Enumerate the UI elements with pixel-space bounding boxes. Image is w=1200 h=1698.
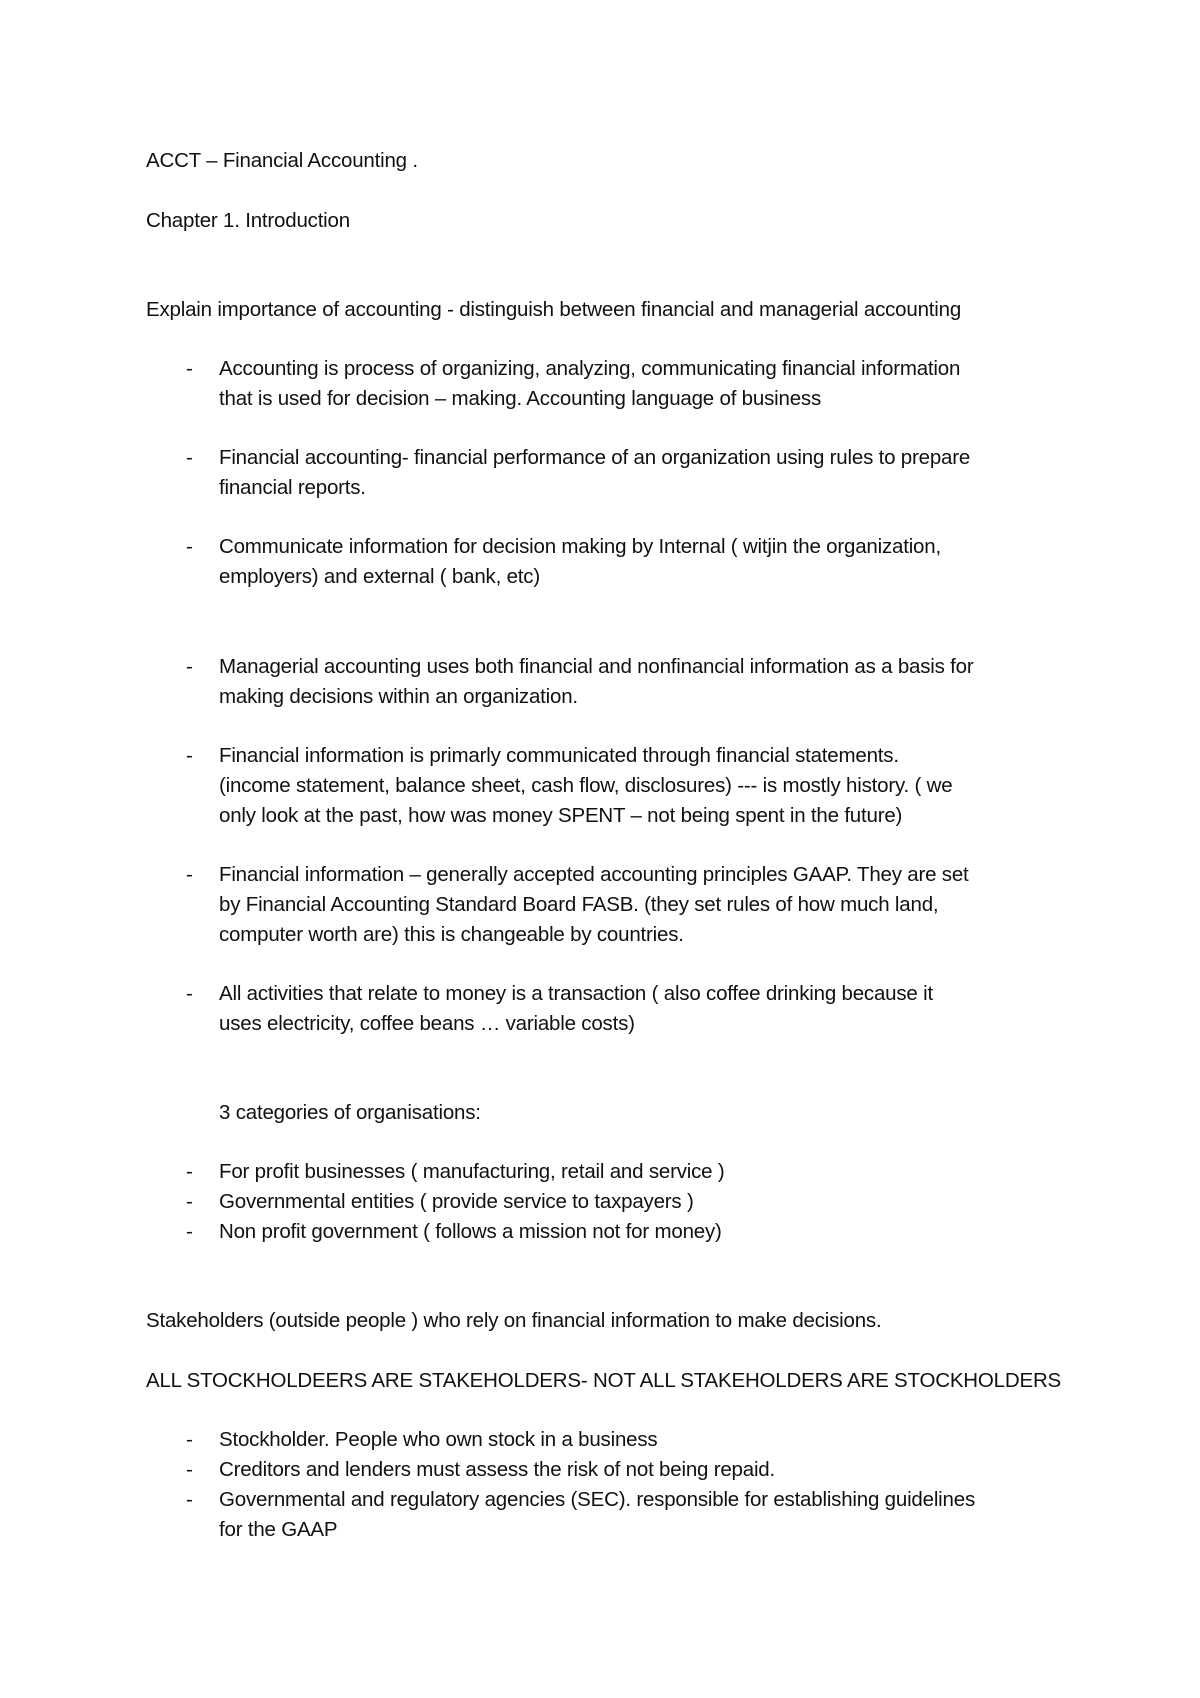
bullet-marker: - (186, 1488, 193, 1511)
list-item-line: Financial accounting- financial performance of an organization using rules to prepare (219, 446, 971, 469)
bullet-marker: - (186, 357, 193, 380)
bullet-marker: - (186, 1458, 193, 1481)
list-item-line: making decisions within an organization. (219, 685, 578, 708)
list-item-line: Non profit government ( follows a mission not for money) (219, 1220, 722, 1243)
list-item-line: that is used for decision – making. Accounting language of business (219, 387, 821, 410)
list-item-line: Creditors and lenders must assess the risk of not being repaid. (219, 1458, 775, 1481)
bullet-marker: - (186, 535, 193, 558)
list-item-line: only look at the past, how was money SPENT – not being spent in the future) (219, 804, 903, 827)
stakeholders-caps-note: ALL STOCKHOLDEERS ARE STAKEHOLDERS- NOT ALL STAKEHOLDERS ARE STOCKHOLDERS (146, 1369, 1062, 1392)
list-item-line: Accounting is process of organizing, analyzing, communicating financial information (219, 357, 961, 380)
list-item-line: uses electricity, coffee beans … variable costs) (219, 1012, 635, 1035)
bullet-marker: - (186, 1220, 193, 1243)
list-item-line: Governmental and regulatory agencies (SEC). responsible for establishing guidelines (219, 1488, 975, 1511)
list-item-line: All activities that relate to money is a transaction ( also coffee drinking because it (219, 982, 933, 1005)
list-item-line: computer worth are) this is changeable by countries. (219, 923, 684, 946)
list-item-line: Governmental entities ( provide service to taxpayers ) (219, 1190, 694, 1213)
categories-heading: 3 categories of organisations: (219, 1101, 481, 1124)
list-item-line: financial reports. (219, 476, 366, 499)
bullet-marker: - (186, 1160, 193, 1183)
list-item-line: Communicate information for decision making by Internal ( witjin the organization, (219, 535, 941, 558)
bullet-marker: - (186, 446, 193, 469)
bullet-marker: - (186, 1428, 193, 1451)
document-title: ACCT – Financial Accounting . (146, 149, 418, 172)
bullet-marker: - (186, 863, 193, 886)
list-item-line: Financial information – generally accepted accounting principles GAAP. They are set (219, 863, 969, 886)
list-item-line: for the GAAP (219, 1518, 338, 1541)
chapter-heading: Chapter 1. Introduction (146, 209, 350, 232)
bullet-marker: - (186, 744, 193, 767)
list-item-line: Financial information is primarly communicated through financial statements. (219, 744, 899, 767)
list-item-line: employers) and external ( bank, etc) (219, 565, 540, 588)
bullet-marker: - (186, 655, 193, 678)
list-item-line: For profit businesses ( manufacturing, retail and service ) (219, 1160, 725, 1183)
bullet-marker: - (186, 982, 193, 1005)
list-item-line: by Financial Accounting Standard Board FASB. (they set rules of how much land, (219, 893, 939, 916)
bullet-marker: - (186, 1190, 193, 1213)
list-item-line: Stockholder. People who own stock in a business (219, 1428, 658, 1451)
objective-text: Explain importance of accounting - distinguish between financial and managerial accounting (146, 298, 962, 321)
list-item-line: (income statement, balance sheet, cash flow, disclosures) --- is mostly history. ( we (219, 774, 953, 797)
stakeholders-intro: Stakeholders (outside people ) who rely on financial information to make decisions. (146, 1309, 882, 1332)
list-item-line: Managerial accounting uses both financial and nonfinancial information as a basis for (219, 655, 974, 678)
